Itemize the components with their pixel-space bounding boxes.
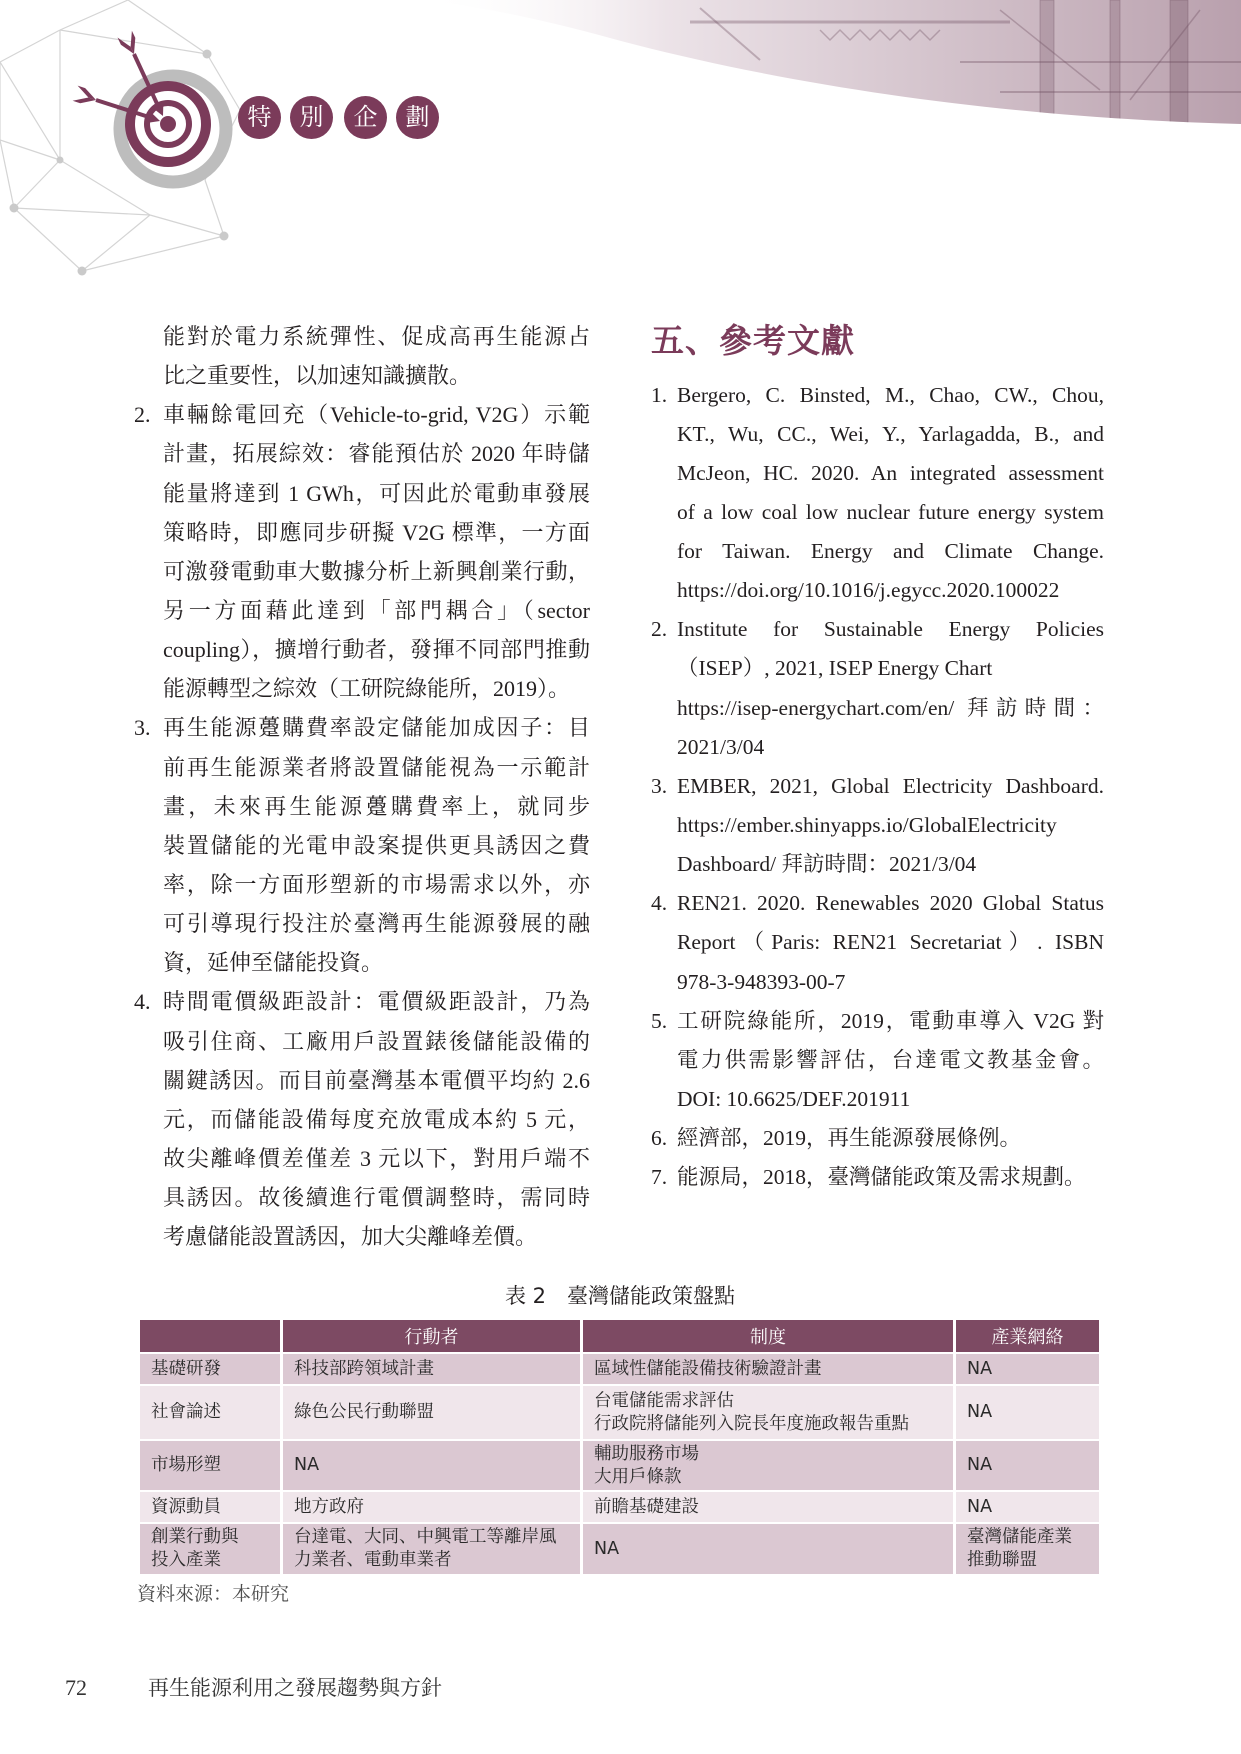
footer-title: 再生能源利用之發展趨勢與方針 <box>148 1676 442 1700</box>
cell-text: 基礎研發 <box>151 1358 221 1379</box>
text-line: 前再生能源業者將設置儲能視為一示範計 <box>163 754 590 780</box>
table-cell-network <box>956 1441 1099 1490</box>
cell-text: 科技部跨領域計畫 <box>294 1358 434 1379</box>
reference-line: Bergero, C. Binsted, M., Chao, CW., Chou, <box>677 382 1104 407</box>
cell-text: NA <box>967 1358 993 1379</box>
reference-line: for Taiwan. Energy and Climate Change. <box>677 539 1104 564</box>
section-tag-char: 企 <box>344 96 387 139</box>
cell-text: 創業行動與 <box>151 1527 239 1547</box>
reference-line: 經濟部，2019，再生能源發展條例。 <box>677 1126 1022 1151</box>
cell-text: 台電儲能需求評估 <box>594 1390 734 1411</box>
cell-text: NA <box>294 1455 320 1475</box>
cell-text: 台達電、大同、中興電工等離岸風 <box>294 1527 557 1547</box>
cell-text: 投入產業 <box>151 1550 221 1570</box>
cell-text: 地方政府 <box>294 1496 364 1517</box>
cell-text: 行政院將儲能列入院長年度施政報告重點 <box>594 1413 909 1434</box>
list-number: 4. <box>651 891 668 916</box>
text-line: 可激發電動車大數據分析上新興創業行動， <box>163 558 590 584</box>
list-item <box>134 395 590 708</box>
reference-line: （ISEP）, 2021, ISEP Energy Chart <box>677 656 993 681</box>
reference-item <box>651 610 1104 767</box>
table-header-institutions: 制度 <box>583 1320 953 1352</box>
text-line: 能量將達到 1 GWh，可因此於電動車發展 <box>163 480 590 506</box>
cell-text: 資源動員 <box>151 1496 221 1517</box>
reference-item <box>651 884 1104 1001</box>
reference-line: McJeon, HC. 2020. An integrated assessment <box>677 460 1104 485</box>
table-cell-actors <box>283 1441 580 1490</box>
reference-url[interactable]: https://isep-energychart.com/en/ 拜訪時間： <box>677 695 1104 720</box>
text-line: 元，而儲能設備每度充放電成本約 5 元， <box>163 1106 590 1132</box>
text-line: 能對於電力系統彈性、促成高再生能源占 <box>163 324 590 349</box>
table-cell-category <box>140 1441 280 1490</box>
text-line: 吸引住商、工廠用戶設置錶後儲能設備的 <box>163 1028 590 1054</box>
list-number: 7. <box>651 1165 668 1190</box>
list-item <box>134 982 590 1256</box>
references-list <box>651 376 1104 1198</box>
text-line: 再生能源躉購費率設定儲能加成因子：目 <box>163 715 590 741</box>
reference-item <box>651 376 1104 611</box>
table-cell-institutions <box>583 1441 953 1490</box>
text-line: 時間電價級距設計：電價級距設計，乃為 <box>163 989 590 1015</box>
cell-text: NA <box>967 1455 993 1475</box>
reference-line: REN21. 2020. Renewables 2020 Global Status <box>677 891 1104 916</box>
text-line: 能源轉型之綜效（工研院綠能所，2019）。 <box>163 676 571 702</box>
left-column <box>134 317 590 1256</box>
cell-text: NA <box>594 1538 620 1559</box>
reference-line: of a low coal low nuclear future energy system <box>677 499 1104 524</box>
reference-line: 能源局，2018，臺灣儲能政策及需求規劃。 <box>677 1165 1086 1190</box>
reference-item <box>651 767 1104 884</box>
text-line: 故尖離峰價差僅差 3 元以下，對用戶端不 <box>163 1145 590 1171</box>
reference-line: 2021/3/04 <box>677 734 765 759</box>
list-number: 5. <box>651 1008 668 1033</box>
reference-line: 978-3-948393-00-7 <box>677 969 846 994</box>
reference-url[interactable]: https://ember.shinyapps.io/GlobalElectricity <box>677 813 1057 838</box>
cell-text: 推動聯盟 <box>967 1550 1037 1570</box>
text-line: 具誘因。故後續進行電價調整時，需同時 <box>163 1185 590 1211</box>
table-header-actors: 行動者 <box>283 1320 580 1352</box>
reference-line: KT., Wu, CC., Wei, Y., Yarlagadda, B., and <box>677 421 1104 446</box>
cell-text: 臺灣儲能產業 <box>967 1527 1072 1547</box>
table-cell-category <box>140 1492 280 1522</box>
reference-line: EMBER, 2021, Global Electricity Dashboard. <box>677 773 1104 798</box>
section-tag-char: 別 <box>290 96 333 139</box>
list-number: 2. <box>651 617 668 642</box>
table-cell-institutions <box>583 1524 953 1574</box>
text-line: 可引導現行投注於臺灣再生能源發展的融 <box>163 911 590 937</box>
reference-item <box>651 1158 1104 1197</box>
text-line: 關鍵誘因。而目前臺灣基本電價平均約 2.6 <box>163 1067 590 1093</box>
list-number: 2. <box>134 402 151 428</box>
table-cell-network <box>956 1386 1099 1439</box>
cell-text: NA <box>967 1402 993 1422</box>
cell-text: 社會論述 <box>151 1402 221 1422</box>
text-line: 比之重要性，以加速知識擴散。 <box>163 363 472 389</box>
list-item <box>134 708 590 982</box>
table-cell-actors <box>283 1492 580 1522</box>
section-tag-char: 劃 <box>396 96 439 139</box>
table-cell-network <box>956 1524 1099 1574</box>
text-line: 畫，未來再生能源躉購費率上，就同步 <box>163 793 590 819</box>
section-tag-char: 特 <box>238 96 281 139</box>
list-number: 3. <box>134 715 151 741</box>
text-line: 考慮儲能設置誘因，加大尖離峰差價。 <box>163 1224 538 1250</box>
section-tag <box>238 96 448 140</box>
cell-text: 輔助服務市場 <box>594 1443 699 1464</box>
list-number: 1. <box>651 382 668 407</box>
table-header-blank <box>140 1320 280 1352</box>
reference-item <box>651 1119 1104 1158</box>
table-header-network: 產業網絡 <box>956 1320 1099 1352</box>
text-line: 車輛餘電回充（Vehicle-to-grid, V2G）示範 <box>163 402 590 428</box>
table-cell-institutions <box>583 1492 953 1522</box>
text-line: 計畫，拓展綜效：睿能預估於 2020 年時儲 <box>163 441 590 467</box>
table-cell-category <box>140 1354 280 1384</box>
table-cell-actors <box>283 1524 580 1574</box>
table-cell-category <box>140 1524 280 1574</box>
page-number: 72 <box>65 1675 87 1700</box>
table-cell-actors <box>283 1354 580 1384</box>
table-cell-institutions <box>583 1354 953 1384</box>
cell-text: 市場形塑 <box>151 1455 221 1475</box>
reference-line: 電力供需影響評估，台達電文教基金會。 <box>677 1047 1104 1072</box>
reference-item <box>651 1002 1104 1119</box>
reference-line: Institute for Sustainable Energy Policies <box>677 617 1104 642</box>
list-number: 4. <box>134 989 151 1015</box>
text-line: 資，延伸至儲能投資。 <box>163 950 384 976</box>
reference-line: 工研院綠能所，2019，電動車導入 V2G 對 <box>677 1008 1104 1033</box>
section-heading: 五、參考文獻 <box>651 321 855 360</box>
text-line: 另一方面藉此達到「部門耦合」（sector <box>163 597 590 623</box>
table-source-note: 資料來源：本研究 <box>137 1583 290 1605</box>
cell-text: 力業者、電動車業者 <box>294 1550 452 1570</box>
target-icon <box>0 0 260 290</box>
cell-text: 前瞻基礎建設 <box>594 1496 699 1517</box>
list-item-continuation <box>134 317 590 395</box>
table-cell-actors <box>283 1386 580 1439</box>
cell-text: 大用戶條款 <box>594 1466 682 1487</box>
text-line: 策略時，即應同步研擬 V2G 標準，一方面 <box>163 519 590 545</box>
policy-table <box>140 1320 1099 1574</box>
reference-url[interactable]: https://doi.org/10.1016/j.egycc.2020.100022 <box>677 578 1060 603</box>
cell-text: NA <box>967 1496 993 1517</box>
cell-text: 綠色公民行動聯盟 <box>294 1402 434 1422</box>
reference-line: DOI: 10.6625/DEF.201911 <box>677 1087 911 1112</box>
table-cell-category <box>140 1386 280 1439</box>
table-cell-institutions <box>583 1386 953 1439</box>
table-caption: 表 2 臺灣儲能政策盤點 <box>504 1284 736 1308</box>
reference-line: Dashboard/ 拜訪時間：2021/3/04 <box>677 852 977 877</box>
text-line: 裝置儲能的光電申設案提供更具誘因之費 <box>163 832 590 858</box>
table-cell-network <box>956 1492 1099 1522</box>
cell-text: 區域性儲能設備技術驗證計畫 <box>594 1358 822 1379</box>
reference-line: Report（Paris: REN21 Secretariat）. ISBN <box>677 930 1104 955</box>
text-line: 率，除一方面形塑新的市場需求以外，亦 <box>163 871 590 897</box>
list-number: 3. <box>651 773 668 798</box>
text-line: coupling），擴增行動者，發揮不同部門推動 <box>163 637 590 663</box>
table-cell-network <box>956 1354 1099 1384</box>
list-number: 6. <box>651 1126 668 1151</box>
